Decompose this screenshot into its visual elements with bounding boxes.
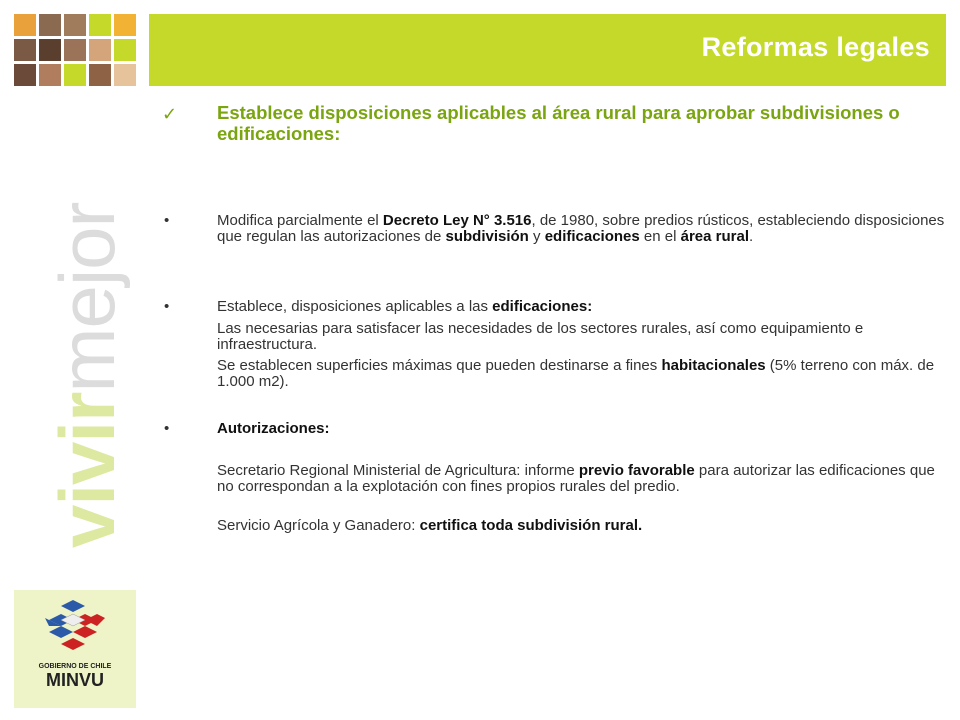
mosaic-tile (39, 39, 61, 61)
detail-text: Servicio Agrícola y Ganadero: (217, 517, 420, 534)
bullet1-bold: Decreto Ley N° 3.516 (382, 212, 532, 229)
autorizaciones-label: Autorizaciones: (217, 420, 330, 437)
mosaic-tile (89, 64, 111, 86)
detail-bold: habitacionales (661, 357, 766, 374)
slide-content (160, 100, 950, 534)
checkmark-icon: ✓ (162, 104, 178, 124)
mosaic-tile (64, 64, 86, 86)
edificaciones-detail-2 (160, 358, 950, 390)
photo-mosaic (14, 14, 136, 86)
check-item (160, 102, 950, 144)
check-item-heading: Establece disposiciones aplicables al área rural para aprobar subdivisiones o edificaciones: (217, 102, 900, 144)
mosaic-tile (89, 39, 111, 61)
mosaic-tile (64, 14, 86, 36)
bullet1-text: en el (639, 228, 681, 245)
mosaic-tile (89, 14, 111, 36)
bullet-item-decreto (160, 213, 950, 245)
edificaciones-detail-1: Las necesarias para satisfacer las necesidades de los sectores rurales, así como equipamiento e infraestructura. (217, 320, 864, 353)
detail-bold: previo favorable (578, 462, 695, 479)
bullet1-text: y (528, 228, 545, 245)
bullet1-bold: subdivisión (445, 228, 529, 245)
bullet-icon: • (164, 212, 170, 229)
bullet1-text: . (749, 228, 754, 245)
tagline-graphic (14, 96, 136, 586)
bullet2-bold: edificaciones: (492, 298, 593, 315)
bullet-icon: • (164, 298, 170, 315)
logo-line1: GOBIERNO DE CHILE (38, 663, 112, 670)
mosaic-tile (14, 39, 36, 61)
bullet1-bold: área rural (680, 228, 749, 245)
detail-text: Se establecen superficies máximas que pueden destinarse a fines (217, 357, 662, 374)
detail-text: (5% terreno con máx. de 1.000 m2). (217, 357, 935, 390)
detail-text: para autorizar las edificaciones que no correspondan a la explotación con fines propios rurales del predio. (217, 462, 935, 495)
bullet-icon: • (164, 420, 170, 437)
bullet-item-edificaciones (160, 299, 950, 315)
mosaic-tile (14, 14, 36, 36)
bullet1-text: Modifica parcialmente el (217, 212, 383, 229)
chile-government-emblem (14, 590, 136, 708)
mosaic-tile (39, 14, 61, 36)
bullet1-bold: edificaciones (544, 228, 640, 245)
detail-text: Secretario Regional Ministerial de Agricultura: informe (217, 462, 579, 479)
mosaic-tile (114, 64, 136, 86)
autorizaciones-seremi (160, 463, 950, 495)
mosaic-tile (64, 39, 86, 61)
minvu-logo (14, 590, 136, 708)
bullet-item-autorizaciones (160, 421, 950, 437)
logo-line2: MINVU (46, 670, 104, 690)
svg-text:vivirmejor (43, 202, 131, 548)
detail-bold: certifica toda subdivisión rural. (419, 517, 643, 534)
mosaic-tile (114, 14, 136, 36)
tagline-mejor: mejor (43, 202, 131, 393)
bullet1-text: , de 1980, sobre predios rústicos, estableciendo disposiciones que regulan las autorizaciones de (217, 212, 945, 245)
mosaic-tile (114, 39, 136, 61)
autorizaciones-sag (160, 518, 950, 534)
sidebar-tagline (14, 96, 136, 586)
mosaic-tile (14, 64, 36, 86)
page-title: Reformas legales (701, 32, 930, 62)
bullet2-text: Establece, disposiciones aplicables a las (217, 298, 493, 315)
tagline-vivir: vivir (43, 392, 131, 548)
mosaic-tile (39, 64, 61, 86)
title-banner (149, 14, 946, 86)
